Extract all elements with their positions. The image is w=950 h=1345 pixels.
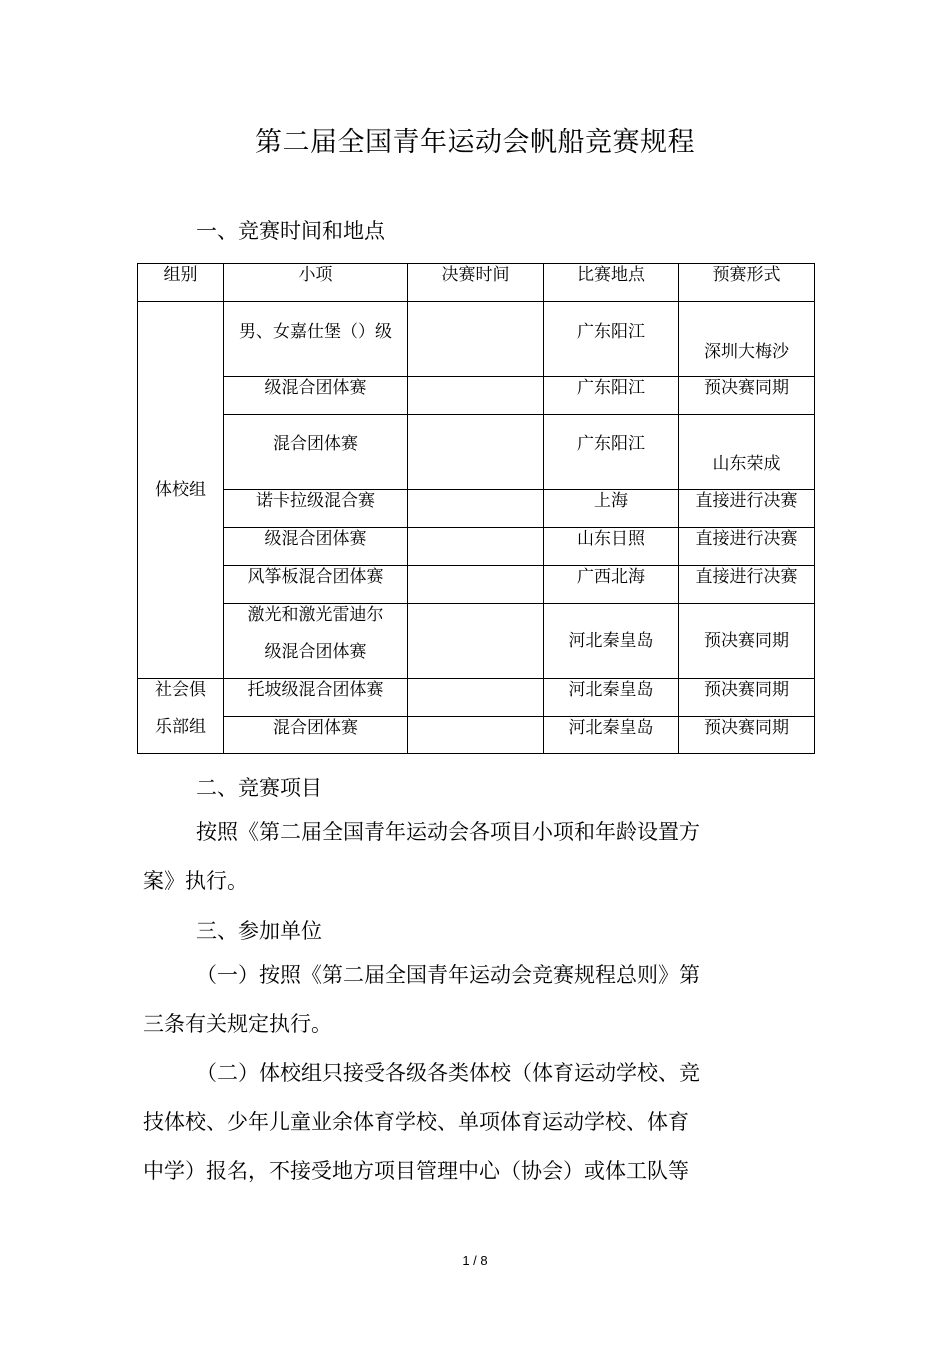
venue-cell: 广西北海 — [544, 566, 679, 604]
section3-paragraph-1 — [143, 951, 753, 1049]
table-row — [138, 604, 815, 679]
final-time-cell — [408, 302, 544, 377]
event-cell: 托坡级混合团体赛 — [224, 679, 408, 717]
final-time-cell — [408, 679, 544, 717]
prelim-cell: 预决赛同期 — [679, 377, 815, 415]
header-cell: 预赛形式 — [679, 264, 815, 302]
paragraph-line: 中学）报名，不接受地方项目管理中心（协会）或体工队等 — [143, 1159, 689, 1183]
event-cell: 混合团体赛 — [224, 717, 408, 754]
prelim-cell: 预决赛同期 — [679, 679, 815, 717]
section-heading-3: 三、参加单位 — [196, 919, 322, 943]
section3-paragraph-2 — [143, 1049, 753, 1196]
event-cell: 男、女嘉仕堡（）级 — [224, 302, 408, 377]
page-number: 1 / 8 — [462, 1253, 488, 1268]
table-row — [138, 679, 815, 717]
event-cell: 混合团体赛 — [224, 415, 408, 490]
prelim-cell: 直接进行决赛 — [679, 566, 815, 604]
section2-paragraph — [143, 808, 753, 906]
schedule-table — [137, 263, 815, 754]
venue-cell: 河北秦皇岛 — [544, 679, 679, 717]
event-cell: 级混合团体赛 — [224, 528, 408, 566]
document-title: 第二届全国青年运动会帆船竞赛规程 — [255, 127, 695, 158]
paragraph-line: 按照《第二届全国青年运动会各项目小项和年龄设置方 — [196, 820, 700, 844]
table-row — [138, 377, 815, 415]
prelim-cell: 直接进行决赛 — [679, 490, 815, 528]
final-time-cell — [408, 490, 544, 528]
paragraph-line: 技体校、少年儿童业余体育学校、单项体育运动学校、体育 — [143, 1110, 689, 1134]
venue-cell: 广东阳江 — [544, 302, 679, 377]
paragraph-line: （二）体校组只接受各级各类体校（体育运动学校、竞 — [196, 1061, 700, 1085]
group-cell-club: 社会俱 乐部组 — [138, 679, 224, 754]
venue-cell: 山东日照 — [544, 528, 679, 566]
section-heading-2: 二、竞赛项目 — [196, 776, 322, 800]
header-cell: 决赛时间 — [408, 264, 544, 302]
prelim-cell: 直接进行决赛 — [679, 528, 815, 566]
event-cell: 激光和激光雷迪尔 级混合团体赛 — [224, 604, 408, 679]
table-row — [138, 528, 815, 566]
prelim-cell: 预决赛同期 — [679, 717, 815, 754]
table-row — [138, 490, 815, 528]
event-cell: 级混合团体赛 — [224, 377, 408, 415]
prelim-cell: 深圳大梅沙 — [679, 302, 815, 377]
final-time-cell — [408, 377, 544, 415]
paragraph-line: 案》执行。 — [143, 869, 248, 893]
paragraph-line: 三条有关规定执行。 — [143, 1012, 332, 1036]
table-row — [138, 717, 815, 754]
venue-cell: 广东阳江 — [544, 415, 679, 490]
venue-cell: 上海 — [544, 490, 679, 528]
group-cell-school: 体校组 — [138, 302, 224, 679]
table-header-row — [138, 264, 815, 302]
venue-cell: 广东阳江 — [544, 377, 679, 415]
event-cell: 风筝板混合团体赛 — [224, 566, 408, 604]
final-time-cell — [408, 415, 544, 490]
final-time-cell — [408, 528, 544, 566]
table-row — [138, 566, 815, 604]
paragraph-line: （一）按照《第二届全国青年运动会竞赛规程总则》第 — [196, 963, 700, 987]
header-cell: 比赛地点 — [544, 264, 679, 302]
prelim-cell: 预决赛同期 — [679, 604, 815, 679]
final-time-cell — [408, 604, 544, 679]
venue-cell: 河北秦皇岛 — [544, 604, 679, 679]
final-time-cell — [408, 566, 544, 604]
table-row — [138, 302, 815, 377]
header-cell: 小项 — [224, 264, 408, 302]
header-cell: 组别 — [138, 264, 224, 302]
table-row — [138, 415, 815, 490]
event-cell: 诺卡拉级混合赛 — [224, 490, 408, 528]
section-heading-1: 一、竞赛时间和地点 — [196, 219, 385, 243]
final-time-cell — [408, 717, 544, 754]
prelim-cell: 山东荣成 — [679, 415, 815, 490]
venue-cell: 河北秦皇岛 — [544, 717, 679, 754]
